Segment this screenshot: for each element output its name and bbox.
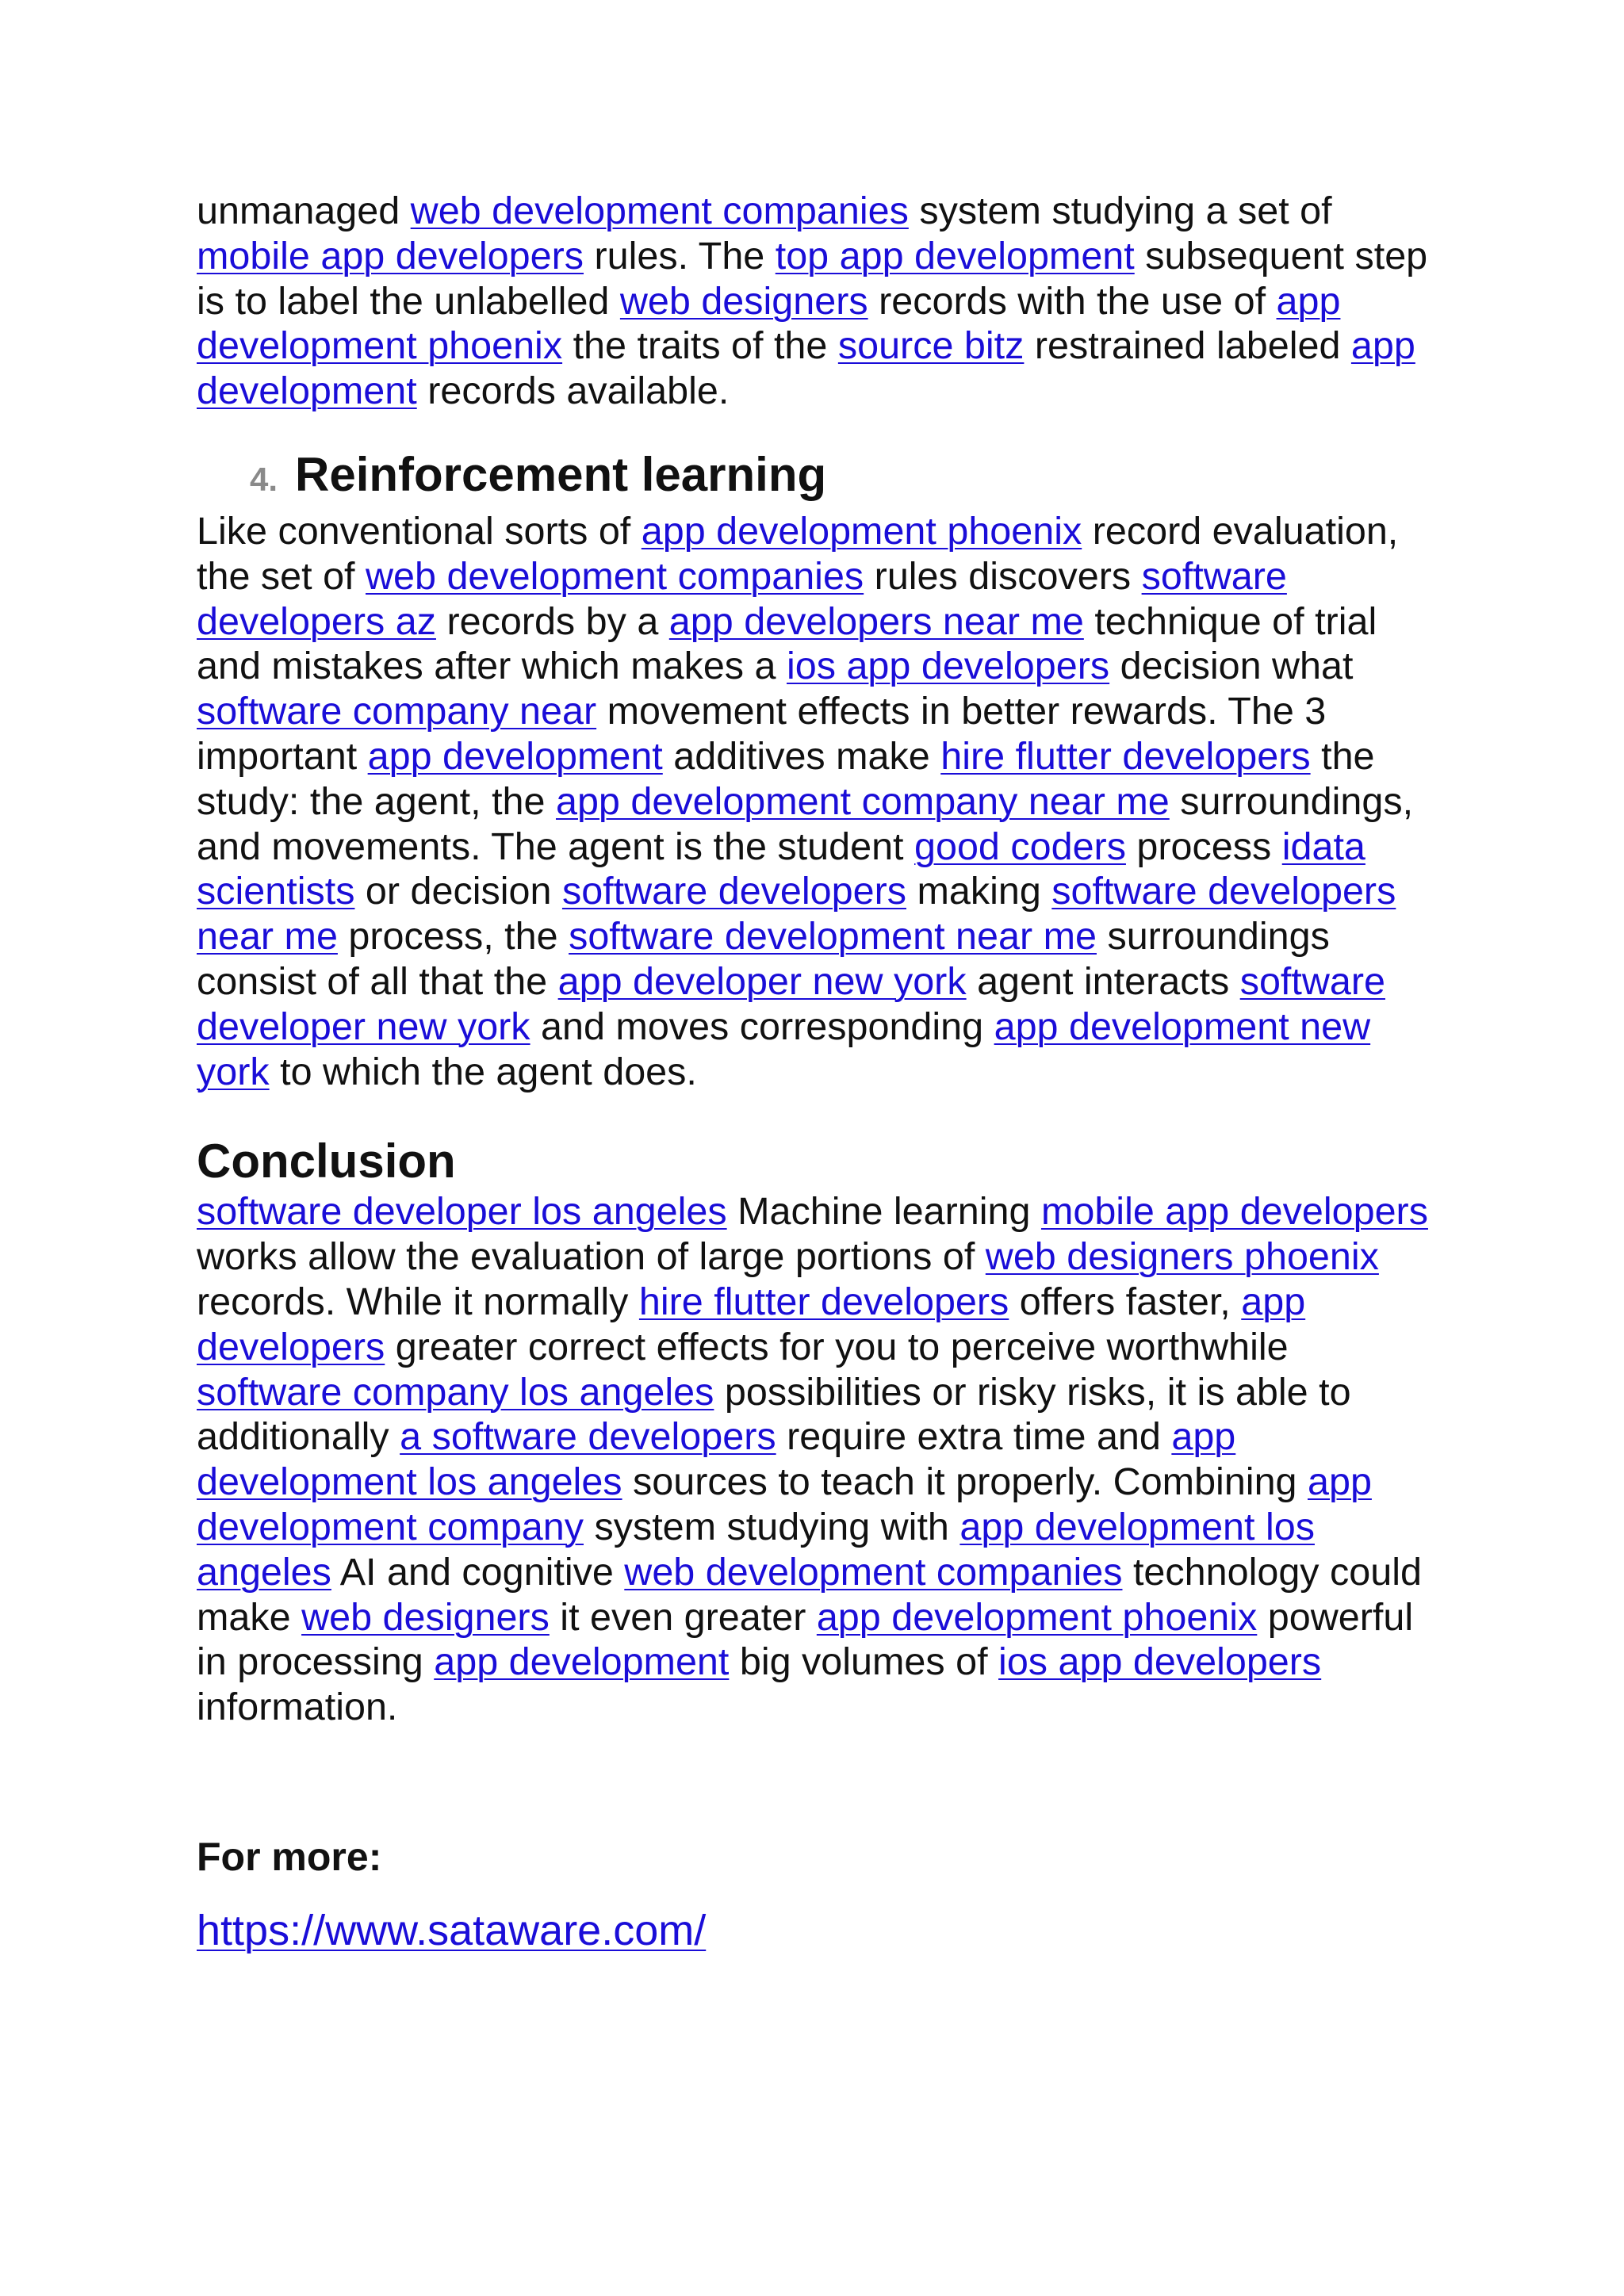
conclusion-heading: Conclusion [197, 1135, 456, 1188]
inline-link[interactable]: app developers [197, 1280, 1306, 1368]
paragraph-text: records available. [416, 369, 730, 413]
paragraph-text: rules. The [584, 234, 776, 277]
paragraph-text: agent interacts [966, 959, 1240, 1003]
paragraph-text: unmanaged [197, 189, 411, 232]
inline-link[interactable]: app development [197, 324, 1415, 413]
inline-link[interactable]: app developers near me [668, 599, 1084, 643]
paragraph-text: works allow the evaluation of large portions of [197, 1235, 986, 1279]
for-more-heading: For more: [197, 1834, 382, 1879]
paragraph-text: restrained labeled [1024, 324, 1351, 368]
paragraph-text: Machine learning [726, 1190, 1041, 1234]
paragraph-text: decision what [1109, 645, 1354, 688]
inline-link[interactable]: web development companies [624, 1550, 1123, 1594]
inline-link[interactable]: app development [367, 734, 663, 778]
paragraph-text: system studying a set of [908, 189, 1332, 232]
paragraph-text: surroundings consist of all that the [197, 915, 1330, 1003]
inline-link[interactable]: app development phoenix [816, 1595, 1258, 1639]
inline-link[interactable]: app development new york [197, 1004, 1371, 1093]
inline-link[interactable]: web designers [301, 1595, 550, 1639]
inline-link[interactable]: app developer new york [557, 959, 967, 1003]
paragraph-text: system studying with [583, 1505, 960, 1548]
inline-link[interactable]: mobile app developers [197, 234, 584, 277]
paragraph-text: surroundings, and movements. The agent is the student [197, 779, 1414, 868]
paragraph-text: process, the [337, 915, 569, 959]
inline-link[interactable]: web development companies [410, 189, 909, 232]
paragraph-text: or decision [354, 870, 562, 913]
inline-link[interactable]: source bitz [837, 324, 1025, 368]
inline-link[interactable]: app development los angeles [197, 1505, 1315, 1594]
paragraph-text: information. [197, 1686, 398, 1729]
inline-link[interactable]: software developers near me [197, 870, 1396, 959]
paragraph-text: subsequent step is to label the unlabelled [197, 234, 1428, 323]
paragraph-text: to which the agent does. [269, 1050, 697, 1093]
conclusion-paragraph [197, 1189, 1434, 1730]
inline-link[interactable]: a software developers [400, 1415, 776, 1459]
paragraph-text: big volumes of [729, 1640, 999, 1684]
inline-link[interactable]: good coders [914, 825, 1126, 868]
intro-paragraph [197, 189, 1434, 414]
inline-link[interactable]: software developer new york [197, 959, 1385, 1048]
paragraph-text: greater correct effects for you to perceive worthwhile [385, 1325, 1289, 1368]
inline-link[interactable]: software company los angeles [197, 1370, 714, 1414]
paragraph-text: the traits of the [562, 324, 838, 368]
inline-link[interactable]: hire flutter developers [940, 734, 1311, 778]
inline-link[interactable]: software company near [197, 690, 597, 733]
paragraph-text: records by a [435, 599, 669, 643]
paragraph-text: AI and cognitive [331, 1550, 625, 1594]
inline-link[interactable]: web development companies [366, 554, 864, 598]
paragraph-text: technique of trial and mistakes after which makes a [197, 599, 1377, 688]
paragraph-text: offers faster, [1009, 1280, 1242, 1323]
paragraph-text: possibilities or risky risks, it is able to additionally [197, 1370, 1351, 1459]
paragraph-text: rules discovers [864, 554, 1142, 598]
page-content [197, 189, 1434, 1955]
inline-link[interactable]: app development company [197, 1460, 1372, 1548]
section-heading-reinforcement-learning [197, 447, 1434, 509]
paragraph-text: process [1125, 825, 1282, 868]
inline-link[interactable]: software development near me [569, 915, 1097, 959]
paragraph-text: records. While it normally [197, 1280, 639, 1323]
inline-link[interactable]: idata scientists [197, 825, 1365, 913]
inline-link[interactable]: hire flutter developers [638, 1280, 1009, 1323]
inline-link[interactable]: ios app developers [786, 645, 1110, 688]
inline-link[interactable]: web designers phoenix [985, 1235, 1379, 1279]
reinforcement-learning-paragraph [197, 509, 1434, 1094]
inline-link[interactable]: ios app developers [998, 1640, 1322, 1684]
paragraph-text: Like conventional sorts of [197, 509, 642, 553]
inline-link[interactable]: app development phoenix [197, 279, 1341, 368]
paragraph-text: it even greater [549, 1595, 817, 1639]
paragraph-text: making [906, 870, 1052, 913]
paragraph-text: record evaluation, the set of [197, 509, 1399, 598]
inline-link[interactable]: mobile app developers [1040, 1190, 1428, 1234]
inline-link[interactable]: app development los angeles [197, 1415, 1236, 1504]
inline-link[interactable]: app development phoenix [641, 509, 1082, 553]
inline-link[interactable]: software developer los angeles [197, 1190, 727, 1234]
paragraph-text: movement effects in better rewards. The 3 important [197, 690, 1327, 778]
paragraph-text: and moves corresponding [530, 1004, 994, 1048]
paragraph-text: additives make [662, 734, 941, 778]
paragraph-text: technology could make [197, 1550, 1422, 1639]
paragraph-text: records with the use of [868, 279, 1277, 323]
section-title: Reinforcement learning [295, 447, 827, 501]
inline-link[interactable]: software developers az [197, 554, 1287, 643]
inline-link[interactable]: top app development [775, 234, 1135, 277]
paragraph-text: require extra time and [776, 1415, 1172, 1459]
paragraph-text: powerful in processing [197, 1595, 1414, 1684]
paragraph-text: sources to teach it properly. Combining [622, 1460, 1308, 1504]
inline-link[interactable]: web designers [619, 279, 868, 323]
sataware-website-link[interactable]: https://www.sataware.com/ [197, 1906, 707, 1954]
paragraph-text: the study: the agent, the [197, 734, 1375, 823]
list-number: 4. [249, 460, 278, 498]
inline-link[interactable]: app development [434, 1640, 730, 1684]
inline-link[interactable]: app development company near me [555, 779, 1170, 823]
inline-link[interactable]: software developers [561, 870, 906, 913]
